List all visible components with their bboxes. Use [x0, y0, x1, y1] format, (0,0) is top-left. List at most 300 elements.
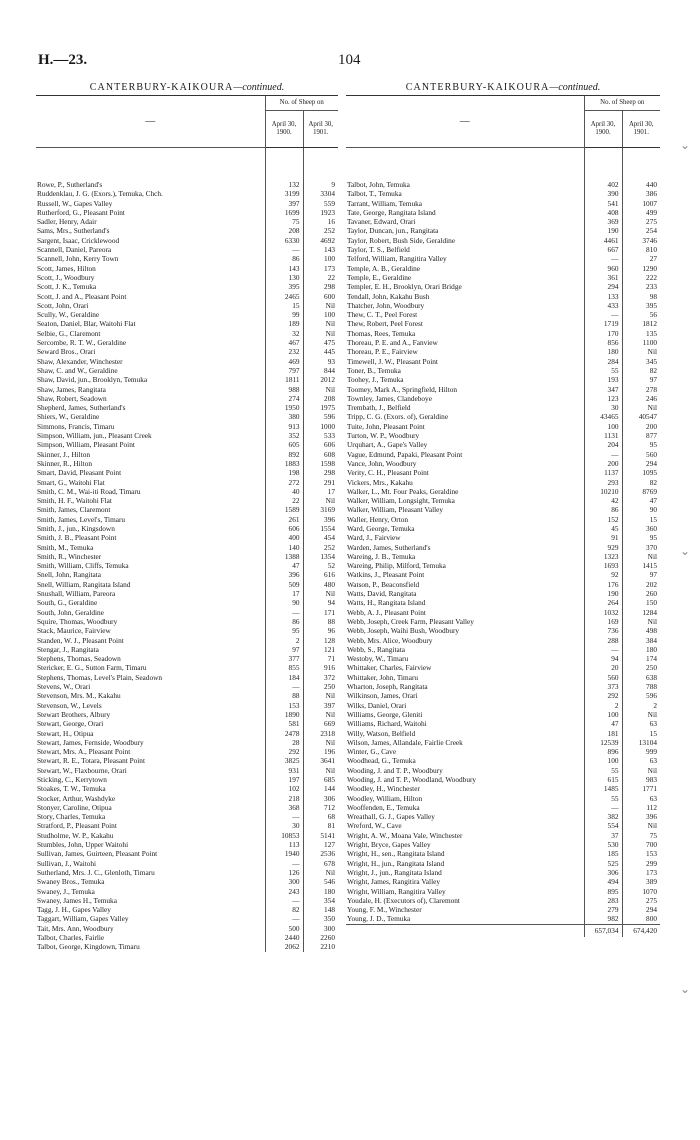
owner-name: Walker, L., Mt. Four Peaks, Geraldine	[347, 486, 459, 496]
owner-name: Wooding, J. and T. P., Woodland, Woodbury	[347, 775, 477, 784]
sheep-count-1900: 123	[584, 394, 622, 403]
owner-name: Skinner, R., Hilton	[37, 458, 93, 468]
sheep-count-1900: 615	[584, 775, 622, 784]
sheep-count-1901: 173	[622, 868, 660, 877]
owner-name: Wooding, J. and T. P., Woodbury	[347, 765, 443, 775]
table-row	[346, 366, 660, 375]
table-row	[36, 301, 338, 310]
sheep-count-1901: 300	[303, 924, 338, 933]
sheep-count-1900: 467	[265, 338, 303, 347]
table-row	[346, 533, 660, 542]
right-table-body	[346, 148, 660, 937]
sheep-count-1901: Nil	[303, 589, 338, 598]
sheep-count-1901: 3304	[303, 189, 338, 198]
sheep-count-1901: Nil	[303, 691, 338, 700]
sheep-count-1901: 678	[303, 859, 338, 868]
sheep-count-1901: 275	[622, 896, 660, 905]
sheep-count-1900: 279	[584, 905, 622, 914]
sheep-count-1900: 169	[584, 617, 622, 626]
owner-name: Webb, A. J., Pleasant Point	[347, 607, 426, 617]
sheep-count-1901: 90	[622, 505, 660, 514]
sheep-count-1901: 252	[303, 226, 338, 235]
sheep-count-1900: 6330	[265, 236, 303, 245]
table-row	[36, 292, 338, 301]
owner-name: Stumbles, John, Upper Waitohi	[37, 840, 129, 850]
owner-name: Tripp, C. G. (Exors. of), Geraldine	[347, 412, 449, 422]
sheep-count-1901: 983	[622, 775, 660, 784]
sheep-count-1901: 143	[303, 245, 338, 254]
owner-name: Scott, J. and A., Pleasant Point	[37, 291, 127, 301]
sheep-count-1900: 272	[265, 478, 303, 487]
table-row	[36, 264, 338, 273]
sheep-count-1901: Nil	[622, 552, 660, 561]
sheep-count-1901: 171	[303, 608, 338, 617]
table-row	[346, 245, 660, 254]
sheep-count-1901: 2260	[303, 933, 338, 942]
sheep-count-1900: 293	[584, 478, 622, 487]
sheep-count-1901: 1070	[622, 887, 660, 896]
sheep-count-1901: 128	[303, 636, 338, 645]
sheep-count-1901: 685	[303, 775, 338, 784]
sheep-count-1901: Nil	[303, 710, 338, 719]
owner-name: Telford, William, Rangitira Valley	[347, 254, 447, 264]
owner-name: Watkins, J., Pleasant Point	[347, 570, 425, 580]
sheep-count-1901: Nil	[622, 347, 660, 356]
owner-name: Thatcher, John, Woodbury	[347, 300, 425, 310]
table-row	[36, 273, 338, 282]
table-row	[346, 292, 660, 301]
owner-name: Wreford, W., Cave	[347, 821, 402, 831]
owner-name: Snell, John, Rangitata	[37, 570, 102, 580]
sheep-count-1901: 246	[622, 394, 660, 403]
table-row	[36, 487, 338, 496]
sheep-count-1900: 494	[584, 877, 622, 886]
table-row	[36, 254, 338, 263]
sheep-count-1901: 275	[622, 217, 660, 226]
sheep-count-1901: 278	[622, 385, 660, 394]
owner-name: Stewart, W., Flaxbourne, Orari	[37, 765, 127, 775]
right-panel-title	[346, 80, 660, 95]
sheep-count-1901: 88	[303, 617, 338, 626]
sheep-count-1900: 736	[584, 626, 622, 635]
owner-name: Stevenson, W., Levels	[37, 700, 102, 710]
sheep-count-1901: 916	[303, 663, 338, 672]
sheep-count-1900: 1699	[265, 208, 303, 217]
table-row	[36, 905, 338, 914]
sheep-count-1900: 94	[584, 654, 622, 663]
sheep-count-1901: 306	[303, 794, 338, 803]
sheep-count-1900: 30	[265, 821, 303, 830]
right-group-header: No. of Sheep on	[584, 96, 660, 111]
owner-name: Timewell, J. W., Pleasant Point	[347, 356, 438, 366]
sheep-count-1901: Nil	[622, 766, 660, 775]
sheep-count-1901: 1554	[303, 524, 338, 533]
left-col1-header: April 30, 1900.	[265, 111, 303, 148]
table-row	[346, 673, 660, 682]
owner-name: Scott, J., Woodbury	[37, 272, 95, 282]
right-title-text: CANTERBURY-KAIKOURA	[405, 82, 550, 93]
sheep-count-1901: 71	[303, 654, 338, 663]
owner-name: Young, J. D., Temuka	[347, 914, 411, 924]
owner-name: Trembath, J., Belfield	[347, 403, 411, 413]
sheep-count-1900: —	[584, 645, 622, 654]
table-row	[346, 719, 660, 728]
sheep-count-1900: 369	[584, 217, 622, 226]
table-row	[346, 431, 660, 440]
sheep-count-1901: 384	[622, 636, 660, 645]
sheep-count-1900: 525	[584, 859, 622, 868]
owner-name: Toomey, Mark A., Springfield, Hilton	[347, 384, 458, 394]
table-row	[346, 645, 660, 654]
sheep-count-1900: 288	[584, 636, 622, 645]
sheep-count-1900: 530	[584, 840, 622, 849]
sheep-count-1901: 345	[622, 357, 660, 366]
sheep-count-1900: 395	[265, 282, 303, 291]
table-row	[346, 394, 660, 403]
sheep-count-1901: 638	[622, 673, 660, 682]
owner-name: Taylor, Duncan, jun., Rangitata	[347, 226, 439, 236]
sheep-count-1900: 3825	[265, 756, 303, 765]
table-row	[346, 450, 660, 459]
owner-name: Wilkinson, James, Orari	[347, 691, 418, 701]
table-row	[36, 570, 338, 579]
sheep-count-1901: 559	[303, 199, 338, 208]
sheep-count-1901: 389	[622, 877, 660, 886]
owner-name: Urquhart, A., Gape's Valley	[347, 440, 428, 450]
sheep-count-1900: 243	[265, 887, 303, 896]
sheep-count-1900: 284	[584, 357, 622, 366]
sheep-count-1900: 2440	[265, 933, 303, 942]
owner-name: Wright, Bryce, Gapes Valley	[347, 840, 431, 850]
sheep-count-1900: 541	[584, 199, 622, 208]
sheep-count-1901: 810	[622, 245, 660, 254]
table-row	[36, 710, 338, 719]
table-row	[346, 319, 660, 328]
sheep-count-1900: 170	[584, 329, 622, 338]
sheep-count-1900: 294	[584, 282, 622, 291]
table-row	[36, 385, 338, 394]
sheep-count-1900: 102	[265, 784, 303, 793]
owner-name: Scott, James, Hilton	[37, 263, 96, 273]
sheep-count-1900: 152	[584, 515, 622, 524]
owner-name: Simpson, William, jun., Pleasant Creek	[37, 431, 152, 441]
owner-name: Tuite, John, Pleasant Point	[347, 421, 425, 431]
owner-name: Scannell, John, Kerry Town	[37, 254, 119, 264]
sheep-count-1900: 208	[265, 226, 303, 235]
sheep-count-1901: 15	[622, 515, 660, 524]
table-row	[36, 719, 338, 728]
sheep-count-1900: —	[265, 859, 303, 868]
table-row	[36, 496, 338, 505]
owner-name: Shaw, James, Rangitata	[37, 384, 106, 394]
table-row	[36, 840, 338, 849]
sheep-count-1901: 82	[622, 366, 660, 375]
sheep-count-1900: 92	[584, 570, 622, 579]
sheep-count-1900: 153	[265, 701, 303, 710]
owner-name: Swaney, J., Temuka	[37, 886, 95, 896]
sheep-count-1900: 2	[265, 636, 303, 645]
sheep-count-1901: 27	[622, 254, 660, 263]
owner-name: Wreathall, G. J., Gapes Valley	[347, 812, 435, 822]
sheep-count-1900: 86	[265, 254, 303, 263]
sheep-count-1901: 616	[303, 570, 338, 579]
owner-name: Wright, H., jun., Rangitata Island	[347, 858, 445, 868]
sheep-count-1901: 1290	[622, 264, 660, 273]
sheep-count-1901: 63	[622, 756, 660, 765]
table-row	[36, 505, 338, 514]
sheep-count-1901: 669	[303, 719, 338, 728]
sheep-count-1901: Nil	[622, 403, 660, 412]
sheep-count-1900: 264	[584, 598, 622, 607]
owner-name: Sutherland, Mrs. J. C., Glenloth, Timaru	[37, 867, 155, 877]
sheep-count-1900: 95	[265, 626, 303, 635]
owner-name: Ward, J., Fairview	[347, 533, 401, 543]
table-row	[36, 440, 338, 449]
sheep-count-1900: 198	[265, 468, 303, 477]
owner-name: Ward, George, Temuka	[347, 523, 415, 533]
owner-name: Wright, William, Rangitira Valley	[347, 886, 446, 896]
sheep-count-1900: 86	[584, 505, 622, 514]
table-row	[36, 766, 338, 775]
right-title-subtitle: —continued.	[549, 82, 601, 93]
table-row	[36, 394, 338, 403]
sheep-count-1900: 988	[265, 385, 303, 394]
sheep-count-1901: 97	[622, 375, 660, 384]
table-row	[346, 254, 660, 263]
sheep-count-1901: Nil	[303, 319, 338, 328]
table-row	[36, 626, 338, 635]
left-table-body	[36, 148, 338, 952]
sheep-count-1900: 37	[584, 831, 622, 840]
sheep-count-1901: Nil	[303, 766, 338, 775]
table-row	[346, 654, 660, 663]
sheep-count-1900: 4461	[584, 236, 622, 245]
sheep-count-1901: 3746	[622, 236, 660, 245]
sheep-count-1900: 2	[584, 701, 622, 710]
owner-name: Stericker, E. G., Sutton Farm, Timaru	[37, 663, 147, 673]
owner-name: Thew, Robert, Peel Forest	[347, 319, 423, 329]
owner-name: Rowe, P., Sutherland's	[37, 180, 103, 189]
sheep-count-1900: 218	[265, 794, 303, 803]
sheep-count-1900: 181	[584, 729, 622, 738]
owner-name: Stewart, James, Fernside, Woodbury	[37, 737, 144, 747]
table-row	[36, 552, 338, 561]
table-row	[346, 701, 660, 710]
owner-name: Wright, H., sen., Rangitata Island	[347, 849, 445, 859]
table-row	[36, 756, 338, 765]
sheep-count-1901: 173	[303, 264, 338, 273]
owner-name: Stevenson, Mrs. M., Kakahu	[37, 691, 121, 701]
sheep-count-1900: 180	[584, 347, 622, 356]
table-row	[346, 570, 660, 579]
sheep-count-1901: 299	[622, 859, 660, 868]
sheep-count-1900: —	[265, 914, 303, 923]
owner-name: Verity, C. H., Pleasant Point	[347, 468, 429, 478]
table-row	[36, 868, 338, 877]
sheep-count-1900: 347	[584, 385, 622, 394]
sheep-count-1900: 3199	[265, 189, 303, 198]
table-row	[346, 468, 660, 477]
sheep-count-1901: 600	[303, 292, 338, 301]
table-row	[36, 849, 338, 858]
sheep-count-1901: 82	[622, 478, 660, 487]
owner-name: Young, F. M., Winchester	[347, 905, 422, 915]
table-row	[346, 208, 660, 217]
table-row	[346, 840, 660, 849]
owner-name: Wilson, James, Allandale, Fairlie Creek	[347, 737, 463, 747]
left-title-text: CANTERBURY-KAIKOURA	[89, 82, 234, 93]
sheep-count-1901: 608	[303, 450, 338, 459]
owner-name: Walker, William, Longsight, Temuka	[347, 496, 455, 506]
sheep-count-1900: 130	[265, 273, 303, 282]
sheep-count-1900: 1131	[584, 431, 622, 440]
owner-name: Shiers, W., Geraldine	[37, 412, 100, 422]
owner-name: Scott, John, Orari	[37, 300, 89, 310]
sheep-count-1900: 185	[584, 849, 622, 858]
table-row	[346, 505, 660, 514]
owner-name: Seward Bros., Orari	[37, 347, 96, 357]
sheep-count-1901: 121	[303, 645, 338, 654]
sheep-count-1900: 30	[584, 403, 622, 412]
sheep-count-1901: 153	[622, 849, 660, 858]
owner-name: Wright, James, Rangitira Valley	[347, 877, 440, 887]
table-row	[36, 347, 338, 356]
sheep-count-1900: 1485	[584, 784, 622, 793]
table-row	[346, 236, 660, 245]
sheep-count-1901: 877	[622, 431, 660, 440]
owner-name: Vickers, Mrs., Kakahu	[347, 477, 413, 487]
sheep-count-1900: 433	[584, 301, 622, 310]
sheep-count-1900: 97	[265, 645, 303, 654]
table-row	[346, 199, 660, 208]
sheep-count-1900: 88	[265, 691, 303, 700]
sheep-count-1901: 350	[303, 914, 338, 923]
table-row	[36, 199, 338, 208]
sheep-count-1900: 204	[584, 440, 622, 449]
sheep-count-1901: 475	[303, 338, 338, 347]
owner-name: Thew, C. T., Peel Forest	[347, 310, 418, 320]
owner-name: Taylor, T. S., Belfield	[347, 245, 410, 255]
sheep-count-1900: —	[584, 803, 622, 812]
table-row	[36, 189, 338, 198]
owner-name: Stoakes, T. W., Temuka	[37, 784, 106, 794]
table-row	[36, 859, 338, 868]
sheep-count-1900: 606	[265, 524, 303, 533]
sheep-count-1901: 100	[303, 254, 338, 263]
table-row	[346, 859, 660, 868]
owner-name: Smith, H. F., Waitohi Flat	[37, 496, 112, 506]
sheep-count-1901: 180	[622, 645, 660, 654]
sheep-count-1901: 75	[622, 831, 660, 840]
sheep-count-1900: 184	[265, 673, 303, 682]
table-row	[36, 663, 338, 672]
table-row	[36, 533, 338, 542]
owner-name: Smith, M., Temuka	[37, 542, 94, 552]
sheep-count-1900: 55	[584, 794, 622, 803]
owner-name: Stratford, P., Pleasant Point	[37, 821, 117, 831]
sheep-count-1901: 150	[622, 598, 660, 607]
sheep-count-1901: 712	[303, 803, 338, 812]
sheep-count-1901: 2536	[303, 849, 338, 858]
sheep-count-1900: 1719	[584, 319, 622, 328]
sheep-count-1900: 32	[265, 329, 303, 338]
table-row	[346, 338, 660, 347]
table-row	[346, 180, 660, 189]
table-row	[36, 478, 338, 487]
table-row	[36, 812, 338, 821]
left-title-subtitle: —continued.	[233, 82, 285, 93]
sheep-count-1901: 1095	[622, 468, 660, 477]
sheep-count-1901: 480	[303, 580, 338, 589]
table-row	[36, 896, 338, 905]
table-row	[36, 654, 338, 663]
table-row	[36, 180, 338, 189]
owner-name: Swaney, James H., Temuka	[37, 895, 117, 905]
left-panel	[36, 80, 338, 952]
table-row	[36, 580, 338, 589]
table-row	[346, 217, 660, 226]
owner-name: Toner, B., Temuka	[347, 365, 401, 375]
left-sheep-table	[36, 95, 338, 952]
sheep-count-1901: Nil	[622, 821, 660, 830]
owner-name: Taggart, William, Gapes Valley	[37, 914, 129, 924]
sheep-count-1900: 100	[584, 422, 622, 431]
sheep-count-1900: 1890	[265, 710, 303, 719]
owner-name: Smart, G., Waitohi Flat	[37, 477, 105, 487]
sheep-count-1900: 396	[265, 570, 303, 579]
table-row	[346, 189, 660, 198]
sheep-count-1900: 42	[584, 496, 622, 505]
sheep-count-1900: 929	[584, 543, 622, 552]
sheep-count-1901: 52	[303, 561, 338, 570]
sheep-count-1900: 1883	[265, 459, 303, 468]
sheep-count-1900: 90	[265, 598, 303, 607]
sheep-count-1901: 498	[622, 626, 660, 635]
sheep-count-1901: 560	[622, 450, 660, 459]
owner-name: Sullivan, J., Waitohi	[37, 858, 97, 868]
sheep-count-1900: —	[584, 310, 622, 319]
sheep-count-1901: 396	[622, 812, 660, 821]
owner-name: Standen, W. J., Pleasant Point	[37, 635, 124, 645]
margin-mark: ⌄	[680, 138, 691, 152]
right-col1-header: April 30, 1900.	[584, 111, 622, 148]
sheep-count-1901: 1598	[303, 459, 338, 468]
table-row	[346, 515, 660, 524]
sheep-count-1900: —	[265, 245, 303, 254]
sheep-count-1900: 605	[265, 440, 303, 449]
owner-name: Taylor, Robert, Bush Side, Geraldine	[347, 235, 456, 245]
table-row	[346, 747, 660, 756]
owner-name: Selbie, G., Claremont	[37, 328, 101, 338]
sheep-count-1901: Nil	[303, 868, 338, 877]
owner-name: Talbot, John, Temuka	[347, 180, 410, 189]
owner-name: Stack, Maurice, Fairview	[37, 626, 111, 636]
table-row	[36, 515, 338, 524]
owner-name: Talbot, T., Temuka	[347, 189, 402, 199]
owner-name: Walker, William, Pleasant Valley	[347, 505, 444, 515]
left-col2-header: April 30, 1901.	[303, 111, 338, 148]
sheep-count-1900: 283	[584, 896, 622, 905]
table-row	[346, 868, 660, 877]
owner-name: Sadler, Henry, Adair	[37, 217, 97, 227]
table-row	[36, 831, 338, 840]
sheep-count-1901: 63	[622, 719, 660, 728]
table-row	[36, 924, 338, 933]
owner-name: Simpson, William, Pleasant Point	[37, 440, 135, 450]
sheep-count-1900: 113	[265, 840, 303, 849]
table-row	[346, 682, 660, 691]
table-row	[36, 561, 338, 570]
